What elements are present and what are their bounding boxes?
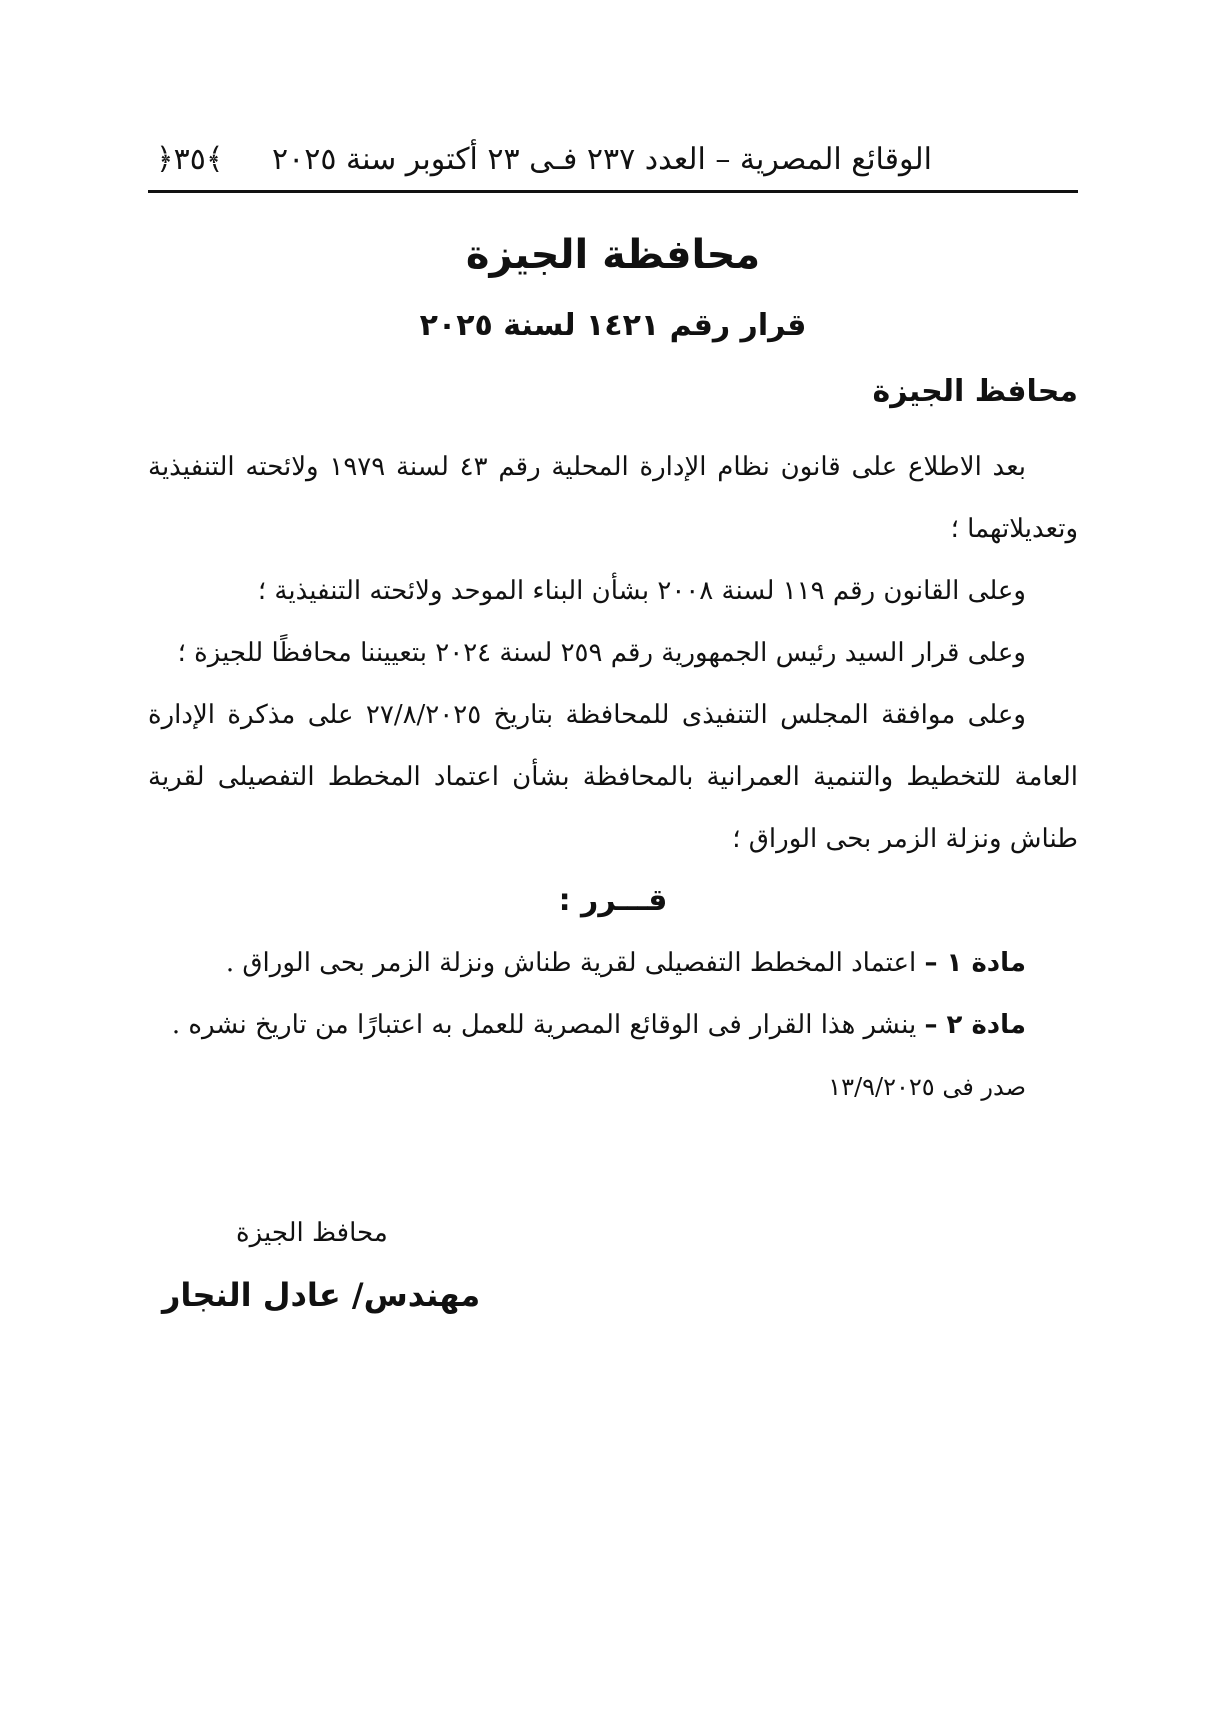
article-1 [148, 932, 1078, 994]
decree-body [148, 436, 1078, 1118]
issue-date: صدر فى ١٣/٩/٢٠٢٥ [828, 1073, 1026, 1101]
article-label: مادة ٢ – [924, 1010, 1026, 1040]
governorate-heading: محافظة الجيزة [465, 232, 761, 278]
preamble-paragraph: بعد الاطلاع على قانون نظام الإدارة المحلية رقم ٤٣ لسنة ١٩٧٩ ولائحته التنفيذية وتعديلاتهما ؛ [148, 452, 1078, 544]
preamble-paragraph: وعلى موافقة المجلس التنفيذى للمحافظة بتاريخ ٢٧/٨/٢٠٢٥ على مذكرة الإدارة العامة للتخطيط والتنمية العمرانية بالمحافظة بشأن اعتماد المخطط التفصيلى لقرية طناش ونزلة الزمر بحى الوراق ؛ [148, 700, 1078, 854]
page-header [148, 138, 1078, 193]
signatory-name: مهندس/ عادل النجار [162, 1276, 481, 1314]
gazette-header-title: الوقائع المصرية – العدد ٢٣٧ فـى ٢٣ أكتوبر سنة ٢٠٢٥ [272, 142, 932, 177]
article-text: اعتماد المخطط التفصيلى لقرية طناش ونزلة الزمر بحى الوراق . [225, 948, 917, 978]
article-text: ينشر هذا القرار فى الوقائع المصرية للعمل به اعتبارًا من تاريخ نشره . [171, 1010, 917, 1040]
article-label: مادة ١ – [924, 948, 1026, 978]
decree-title: قرار رقم ١٤٢١ لسنة ٢٠٢٥ [419, 308, 807, 343]
page-number: ﴿٣٥﴾ [156, 142, 224, 177]
preamble-paragraph: وعلى قرار السيد رئيس الجمهورية رقم ٢٥٩ لسنة ٢٠٢٤ بتعييننا محافظًا للجيزة ؛ [177, 638, 1026, 668]
decided-label: قـــرر : [558, 883, 668, 918]
signatory-title: محافظ الجيزة [236, 1218, 388, 1248]
issuing-authority: محافظ الجيزة [872, 374, 1078, 409]
article-2 [148, 994, 1078, 1056]
preamble-paragraph: وعلى القانون رقم ١١٩ لسنة ٢٠٠٨ بشأن البناء الموحد ولائحته التنفيذية ؛ [257, 576, 1026, 606]
document-page [148, 0, 1078, 1730]
